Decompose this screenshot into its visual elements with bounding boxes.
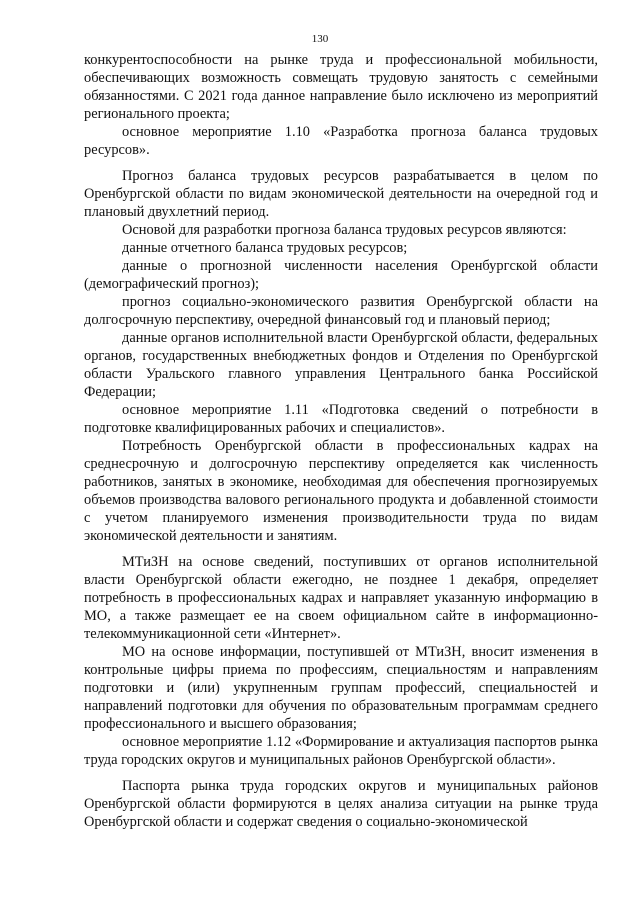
paragraph: основное мероприятие 1.11 «Подготовка сведений о потребности в подготовке квалифицированных рабочих и специалистов». [84,402,598,436]
paragraph: МО на основе информации, поступившей от МТиЗН, вносит изменения в контрольные цифры приема по профессиям, специальностям и направлениям подготовки и (или) укрупненным группам профессий, специальностей и направлений подготовки для обучения по образовательным программам среднего профессионального и высшего образования; [84,644,598,732]
paragraph: Паспорта рынка труда городских округов и муниципальных районов Оренбургской области формируются в целях анализа ситуации на рынке труда Оренбургской области и содержат сведения о социально-экономической [84,778,598,830]
paragraph: Потребность Оренбургской области в профессиональных кадрах на среднесрочную и долгосрочную перспективу определяется как численность работников, занятых в экономике, необходимая для обеспечения прогнозируемых объемов производства валового регионального продукта и добавленной стоимости с учетом планируемого изменения производительности труда по видам экономической деятельности и занятиям. [84,438,598,544]
paragraph: данные отчетного баланса трудовых ресурсов; [122,240,408,256]
document-body [84,51,598,831]
page-number: 130 [311,33,329,45]
paragraph: данные органов исполнительной власти Оренбургской области, федеральных органов, государственных внебюджетных фондов и Отделения по Оренбургской области Уральского главного управления Центрального банка Российской Федерации; [84,330,598,400]
paragraph: МТиЗН на основе сведений, поступивших от органов исполнительной власти Оренбургской области ежегодно, не позднее 1 декабря, определяет потребность в профессиональных кадрах и направляет указанную информацию в МО, а также размещает ее на своем официальном сайте в информационно-телекоммуникационной сети «Интернет». [84,554,598,642]
paragraph: данные о прогнозной численности населения Оренбургской области (демографический прогноз); [84,258,598,292]
paragraph: Прогноз баланса трудовых ресурсов разрабатывается в целом по Оренбургской области по видам экономической деятельности на очередной год и плановый двухлетний период. [84,168,598,220]
paragraph: прогноз социально-экономического развития Оренбургской области на долгосрочную перспективу, очередной финансовый год и плановый период; [84,294,598,328]
paragraph: основное мероприятие 1.12 «Формирование и актуализация паспортов рынка труда городских округов и муниципальных районов Оренбургской области». [84,734,598,768]
paragraph: основное мероприятие 1.10 «Разработка прогноза баланса трудовых ресурсов». [84,124,598,158]
paragraph: Основой для разработки прогноза баланса трудовых ресурсов являются: [122,222,567,238]
paragraph: конкурентоспособности на рынке труда и профессиональной мобильности, обеспечивающих возможность совмещать трудовую занятость с семейными обязанностями. С 2021 года данное направление было исключено из мероприятий регионального проекта; [84,52,598,122]
